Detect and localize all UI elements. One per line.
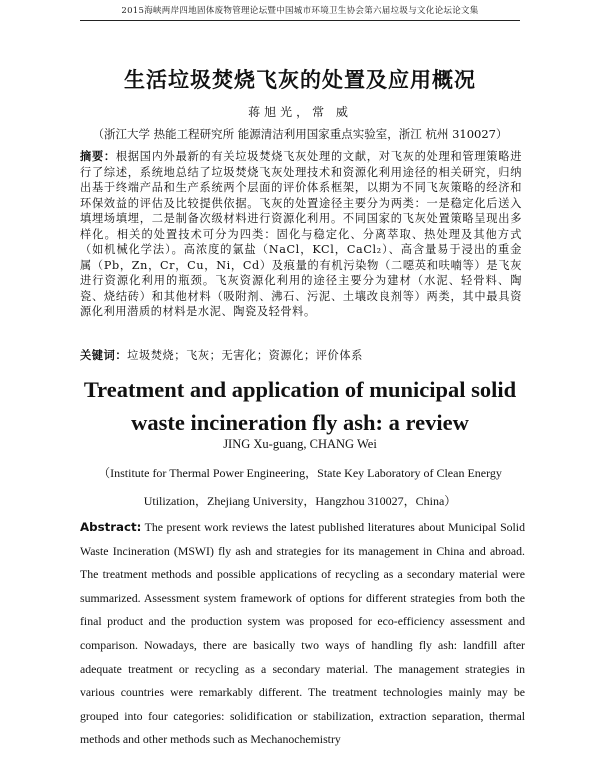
english-abstract	[80, 516, 525, 752]
english-abstract-label: Abstract:	[80, 520, 142, 534]
chinese-keywords-text: 垃圾焚烧；飞灰；无害化；资源化；评价体系	[127, 349, 363, 362]
english-abstract-text: The present work reviews the latest published literatures about Municipal Solid Waste Incineration (MSWI) fly ash and strategies for its management in China and abroad. The treatment methods and possible applications of recycling as a secondary material were summarized. Assessment system framework of options for different strategies from both the final product and the production system was proposed for eco-efficiency assessment and comparison. Nowadays, there are basically two ways of handling fly ash: landfill after adequate treatment or recycling as a secondary material. The management strategies in various countries were remarkably different. The treatment technologies mainly may be grouped into four categories: solidification or stabilization, extraction separation, thermal methods and other methods such as Mechanochemistry	[80, 520, 525, 747]
chinese-abstract-text: 根据国内外最新的有关垃圾焚烧飞灰处理的文献，对飞灰的处理和管理策略进行了综述，系统地总结了垃圾焚烧飞灰处理技术和资源化利用途径的相关研究，归纳出基于终端产品和生产系统两个层面的评价体系框架，以期为不同飞灰策略的经济和环保效益的评估及比较提供依据。飞灰的处置途径主要分为两类：一是稳定化后送入填埋场填埋，二是制备次级材料进行资源化利用。不同国家的飞灰处置策略呈现出多样化。相关的处置技术可分为四类：固化与稳定化、分离萃取、热处理及其他方式（如机械化学法）。高浓度的氯盐（NaCl，KCl，CaCl₂）、高含量易于浸出的重金属（Pb，Zn，Cr，Cu，Ni，Cd）及痕量的有机污染物（二噁英和呋喃等）是飞灰进行资源化利用的瓶颈。飞灰资源化利用的途径主要分为建材（水泥、轻骨料、陶瓷、烧结砖）和其他材料（吸附剂、沸石、污泥、土壤改良剂等）两类，其中最具资源化利用潜质的材料是水泥、陶瓷及轻骨料。	[80, 150, 522, 318]
chinese-abstract-label: 摘要：	[80, 150, 116, 163]
chinese-affiliation: （浙江大学 热能工程研究所 能源清洁利用国家重点实验室，浙江 杭州 310027）	[92, 127, 508, 141]
running-header: 2015海峡两岸四地固体废物管理论坛暨中国城市环境卫生协会第六届垃圾与文化论坛论文集	[121, 6, 479, 16]
header-rule	[80, 20, 520, 21]
chinese-title: 生活垃圾焚烧飞灰的处置及应用概况	[124, 68, 476, 92]
chinese-authors: 蒋旭光，常 威	[248, 105, 352, 119]
english-authors: JING Xu-guang, CHANG Wei	[223, 437, 377, 451]
chinese-abstract	[80, 149, 522, 320]
chinese-keywords-label: 关键词：	[80, 349, 128, 362]
chinese-keywords	[80, 347, 522, 363]
english-title: Treatment and application of municipal solid waste incineration fly ash: a review	[83, 377, 517, 435]
english-affiliation: （Institute for Thermal Power Engineering，State Key Laboratory of Clean Energy Utilization，Zhejiang University，Hangzhou 310027，China）	[98, 466, 502, 508]
